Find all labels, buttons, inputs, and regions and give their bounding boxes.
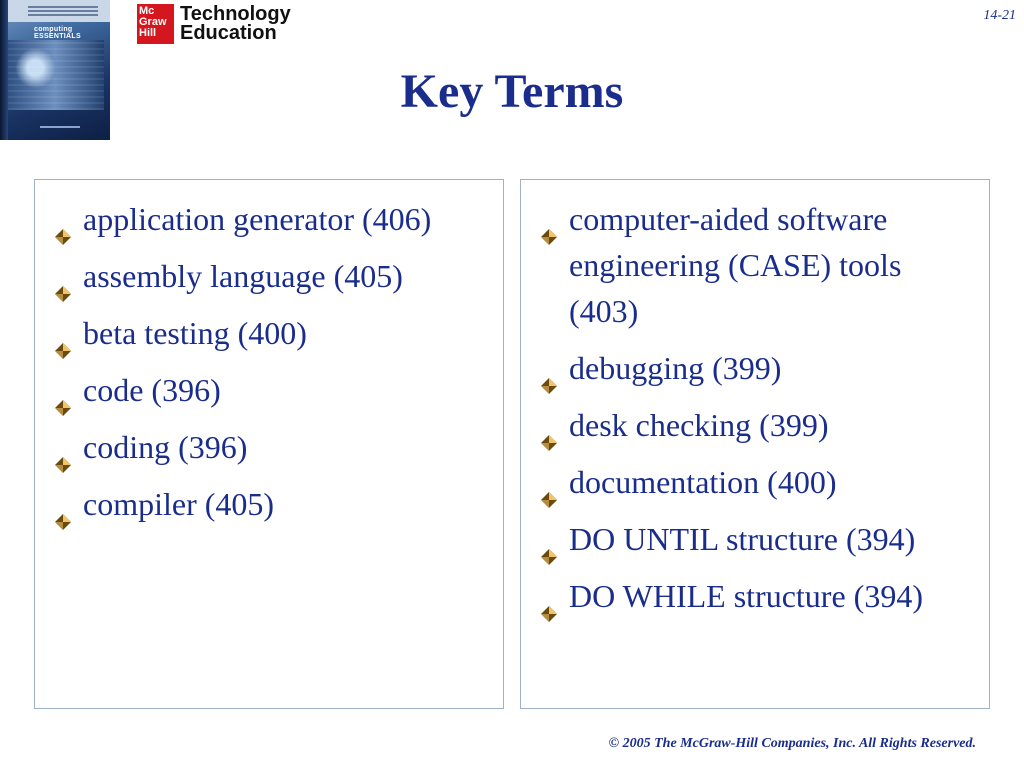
terms-panel-right — [520, 179, 990, 709]
term-item — [531, 516, 977, 562]
term-text: debugging (399) — [569, 350, 782, 386]
term-item — [45, 481, 491, 527]
diamond-bullet-icon — [541, 360, 557, 376]
diamond-bullet-icon — [55, 439, 71, 455]
publisher-logo — [137, 4, 291, 44]
term-text: assembly language (405) — [83, 258, 403, 294]
diamond-bullet-icon — [55, 382, 71, 398]
term-item — [531, 196, 977, 334]
copyright-footer: © 2005 The McGraw-Hill Companies, Inc. All Rights Reserved. — [608, 736, 976, 751]
diamond-bullet-icon — [55, 496, 71, 512]
logo-name — [180, 5, 291, 43]
term-text: DO UNTIL structure (394) — [569, 521, 916, 557]
term-item — [45, 367, 491, 413]
term-item — [531, 573, 977, 619]
diamond-bullet-icon — [541, 417, 557, 433]
term-list-right — [521, 180, 989, 619]
term-item — [45, 196, 491, 242]
diamond-bullet-icon — [55, 268, 71, 284]
term-text: beta testing (400) — [83, 315, 307, 351]
term-item — [531, 345, 977, 391]
term-text: documentation (400) — [569, 464, 837, 500]
term-item — [45, 424, 491, 470]
cover-title: computing ESSENTIALS — [34, 26, 81, 40]
cover-footer-line — [40, 126, 80, 128]
logo-brand-line-3: Hill — [139, 27, 157, 39]
term-item — [531, 402, 977, 448]
term-item — [45, 253, 491, 299]
diamond-bullet-icon — [541, 211, 557, 227]
mcgraw-hill-logo-box — [137, 4, 174, 44]
logo-brand-line-2: Graw — [139, 16, 167, 28]
cover-authors — [28, 4, 103, 18]
diamond-bullet-icon — [541, 531, 557, 547]
term-text: DO WHILE structure (394) — [569, 578, 923, 614]
diamond-bullet-icon — [541, 588, 557, 604]
logo-brand-line-1: Mc — [139, 5, 155, 17]
logo-name-line-2: Education — [180, 22, 277, 44]
diamond-bullet-icon — [55, 211, 71, 227]
term-item — [531, 459, 977, 505]
term-item — [45, 310, 491, 356]
diamond-bullet-icon — [541, 474, 557, 490]
term-text: compiler (405) — [83, 486, 275, 522]
term-text: computer-aided software engineering (CASE) tools (403) — [569, 201, 902, 329]
logo-name-line-1: Technology — [180, 3, 291, 25]
term-text: desk checking (399) — [569, 407, 829, 443]
slide-number: 14-21 — [983, 8, 1016, 23]
term-list-left — [35, 180, 503, 527]
terms-panel-left — [34, 179, 504, 709]
page-title: Key Terms — [400, 65, 624, 118]
diamond-bullet-icon — [55, 325, 71, 341]
term-text: code (396) — [83, 372, 221, 408]
term-text: coding (396) — [83, 429, 248, 465]
term-text: application generator (406) — [83, 201, 432, 237]
